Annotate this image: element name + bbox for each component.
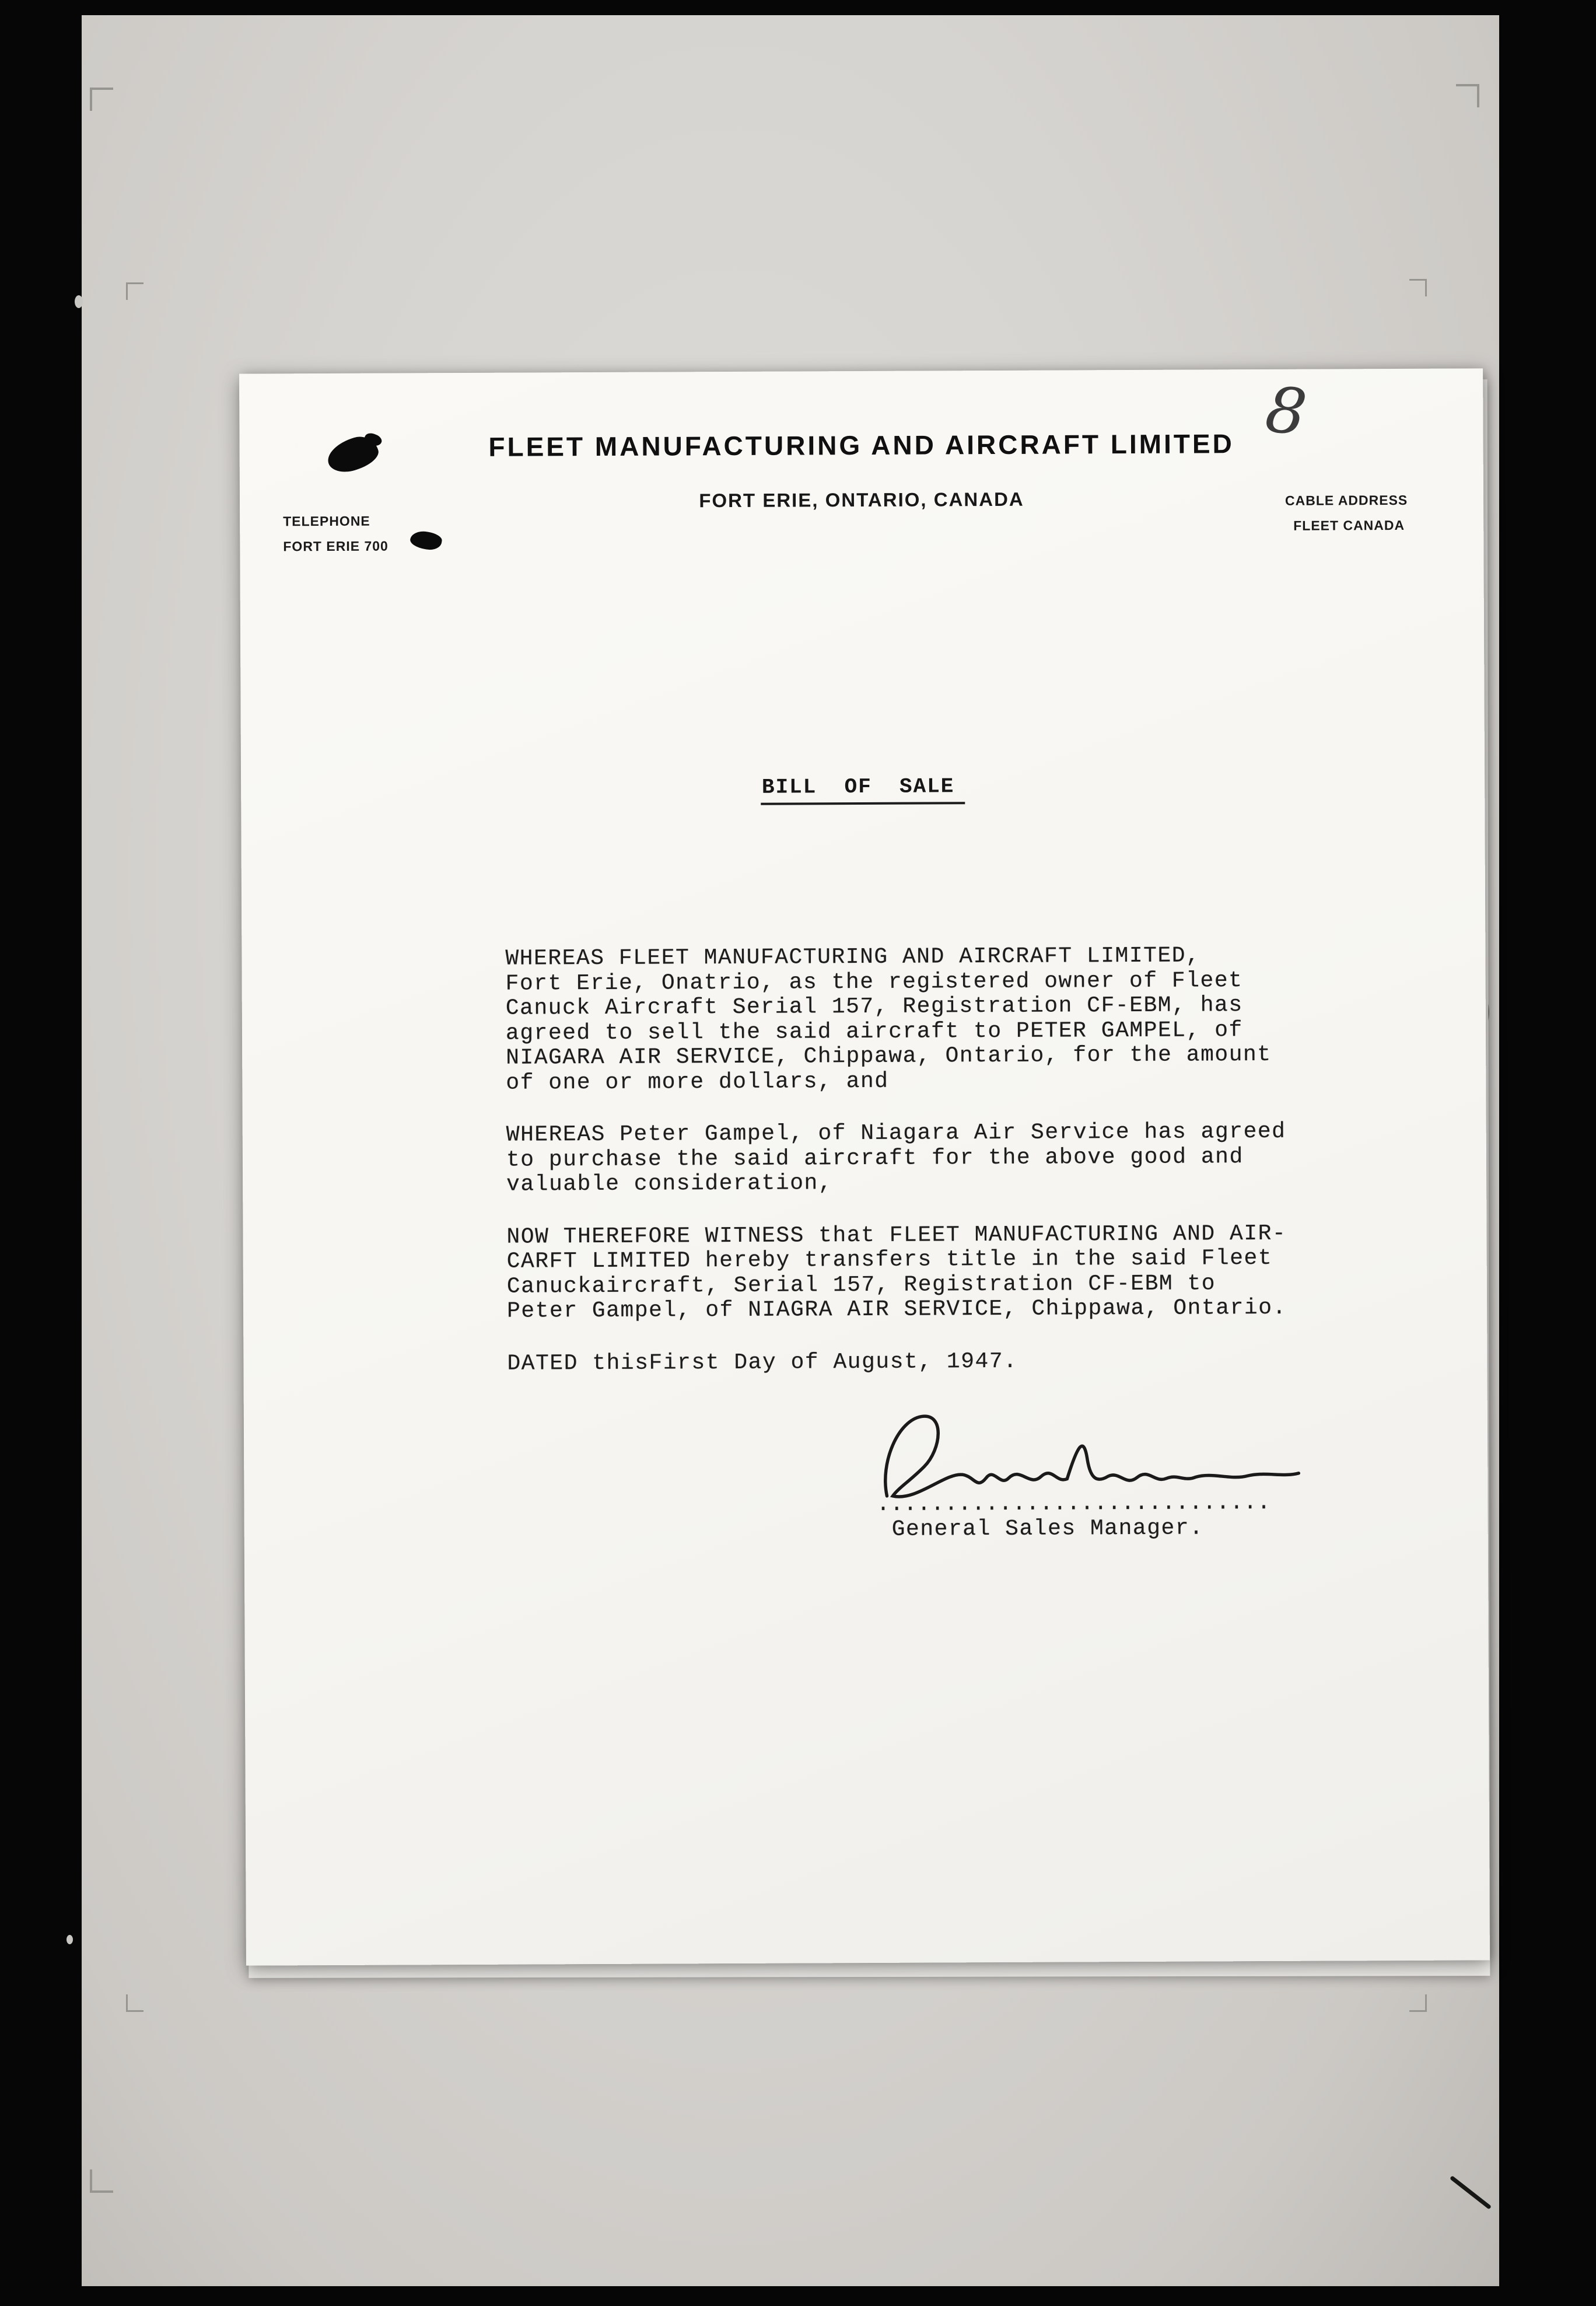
- paragraph-whereas-seller: WHEREAS FLEET MANUFACTURING AND AIRCRAFT LIMITED, Fort Erie, Onatrio, as the registered owner of Fleet Canuck Aircraft Serial 157, Registration CF-EBM, has agreed to sell the said aircraft to PETER GAMPEL, of NIAGARA AIR SERVICE, Chippawa, Ontario, for the amount of one or more dollars, and: [505, 943, 1272, 1096]
- cable-label: CABLE ADDRESS: [1284, 492, 1408, 508]
- crop-mark-top-left: [90, 88, 113, 111]
- paragraph-now-therefore: NOW THEREFORE WITNESS that FLEET MANUFACTURING AND AIR- CARFT LIMITED hereby transfers title in the said Fleet Canuckaircraft, Serial 157, Registration CF-EBM to Peter Gampel, of NIAGRA AIR SERVICE, Chippawa, Ontario.: [506, 1221, 1287, 1324]
- signature-role: General Sales Manager.: [891, 1515, 1204, 1542]
- crop-mark-bottom-left: [90, 2169, 113, 2193]
- document-body: [505, 943, 1418, 1544]
- telephone-label: TELEPHONE: [283, 513, 370, 529]
- signature-dotted-line: .............................: [876, 1490, 1271, 1517]
- letterhead-location: FORT ERIE, ONTARIO, CANADA: [699, 488, 1024, 512]
- signature-block: [876, 1409, 1332, 1542]
- crop-mark-inner-top-left: [126, 282, 144, 300]
- cable-address: FLEET CANADA: [1293, 517, 1405, 533]
- letterhead-company-name: FLEET MANUFACTURING AND AIRCRAFT LIMITED: [488, 428, 1234, 462]
- signature-handwriting-icon: [868, 1407, 1312, 1508]
- film-speck: [66, 1935, 73, 1944]
- letterhead-cable-block: [1285, 492, 1408, 534]
- letterhead-telephone-block: [283, 513, 388, 555]
- film-scratch: [1450, 2175, 1492, 2209]
- crop-mark-inner-bottom-right: [1409, 1994, 1427, 2012]
- crop-mark-inner-bottom-left: [126, 1994, 144, 2012]
- crop-mark-top-right: [1456, 84, 1479, 107]
- crop-mark-inner-top-right: [1409, 279, 1427, 296]
- film-speck: [75, 295, 83, 308]
- document-title-row: [241, 772, 1485, 807]
- paragraph-whereas-buyer: WHEREAS Peter Gampel, of Niagara Air Service has agreed to purchase the said aircraft for the above good and valuable consideration,: [506, 1119, 1286, 1197]
- document-title: BILL OF SALE: [761, 774, 965, 805]
- dated-line: DATED thisFirst Day of August, 1947.: [507, 1348, 1018, 1376]
- bill-of-sale-document: [239, 368, 1490, 1965]
- ink-blot: [409, 529, 443, 551]
- telephone-number: FORT ERIE 700: [283, 538, 388, 554]
- handwritten-page-number: 8: [1262, 373, 1311, 450]
